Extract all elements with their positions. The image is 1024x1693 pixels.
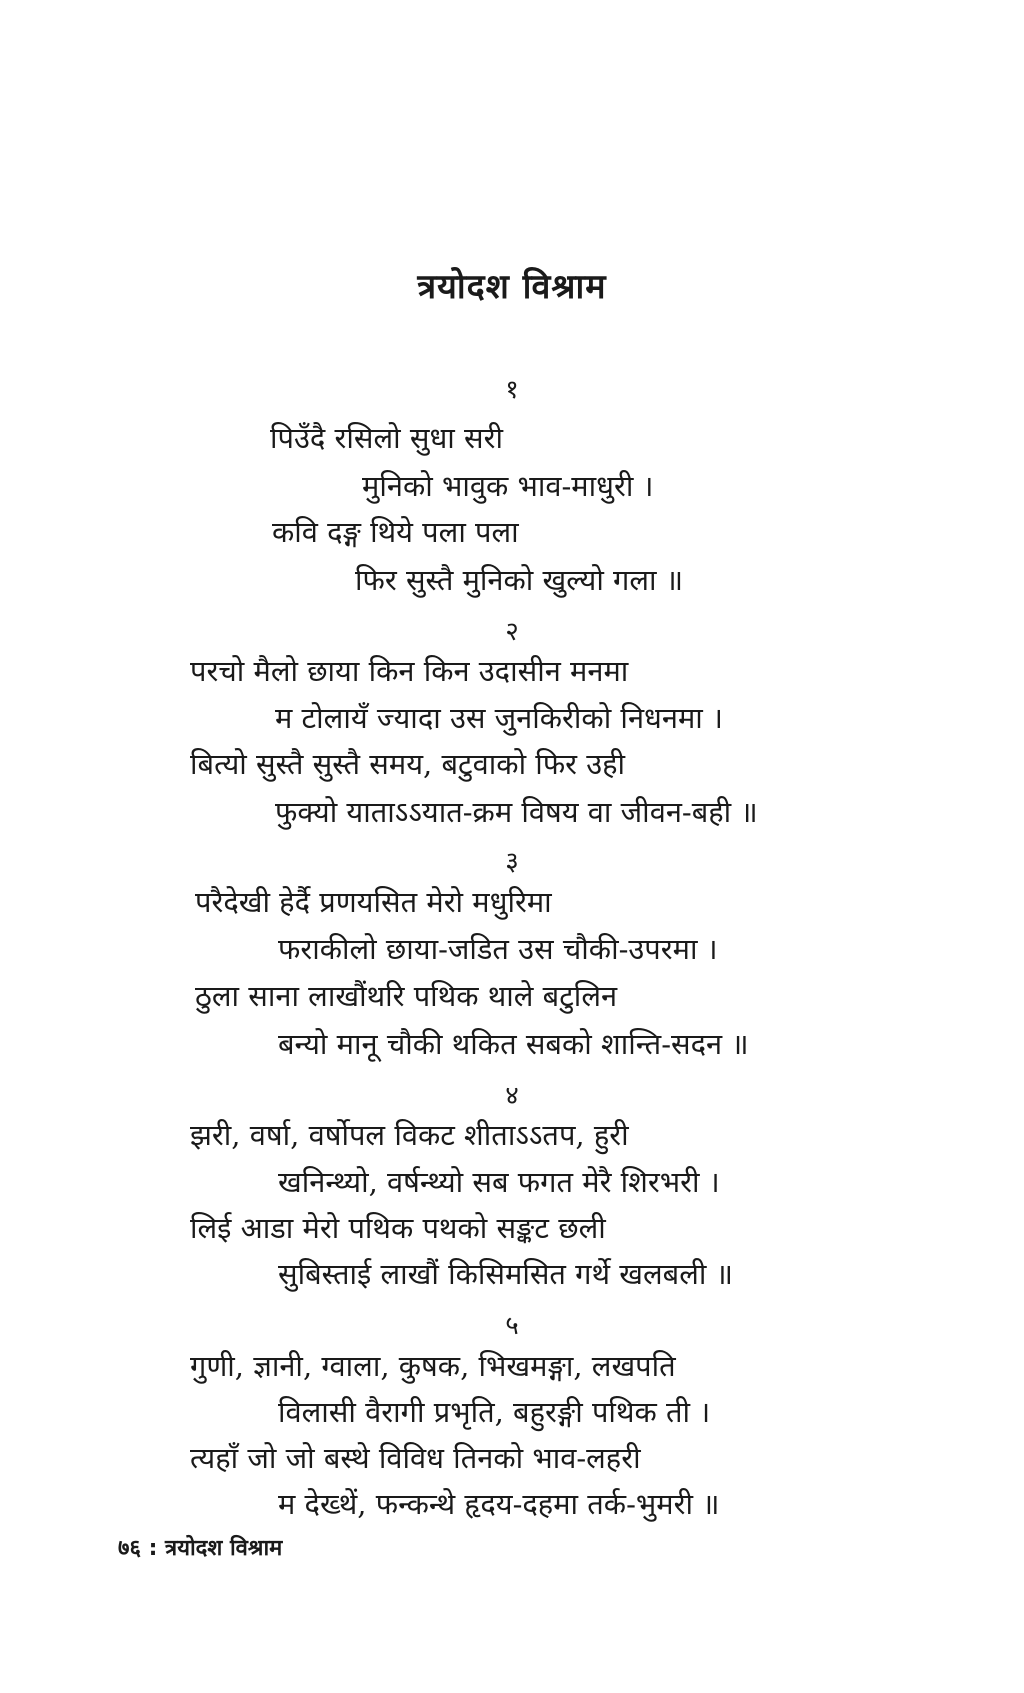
verse-line: सुबिस्ताई लाखौं किसिमसित गर्थे खलबली ॥ [278,1257,733,1291]
verse-line: म देख्थें, फन्कन्थे हृदय-दहमा तर्क-भुमरी ॥ [278,1487,720,1521]
verse-line: विलासी वैरागी प्रभृति, बहुरङ्गी पथिक ती । [278,1395,711,1429]
verse-line: झरी, वर्षा, वर्षोपल विकट शीताऽऽतप, हुरी [190,1118,629,1152]
verse-line: ठुला साना लाखौंथरि पथिक थाले बटुलिन [195,979,618,1013]
verse-line: लिई आडा मेरो पथिक पथको सङ्कट छली [190,1211,606,1245]
footer-separator: : [148,1536,158,1561]
verse-line: म टोलायँ ज्यादा उस जुनकिरीको निधनमा । [275,701,724,735]
verse-line: फुक्यो याताऽऽयात-क्रम विषय वा जीवन-बही ॥ [275,795,758,829]
verse-line: बन्यो मानू चौकी थकित सबको शान्ति-सदन ॥ [278,1027,749,1061]
verse-number: ३ [505,847,519,877]
verse-line: खनिन्थ्यो, वर्षन्थ्यो सब फगत मेरै शिरभरी । [278,1165,720,1199]
verse-line: पिउँदै रसिलो सुधा सरी [270,421,504,455]
verse-line: त्यहाँ जो जो बस्थे विविध तिनको भाव-लहरी [190,1441,641,1475]
verse-line: कवि दङ्ग थिये पला पला [272,515,519,549]
verse-number: ४ [505,1081,519,1111]
chapter-title: त्रयोदश विश्राम [417,267,607,307]
verse-line: फिर सुस्तै मुनिको खुल्यो गला ॥ [355,563,684,597]
page-number: ७६ [118,1536,141,1561]
verse-line: मुनिको भावुक भाव-माधुरी । [362,469,654,503]
verse-line: फराकीलो छाया-जडित उस चौकी-उपरमा । [278,932,718,966]
verse-line: बित्यो सुस्तै सुस्तै समय, बटुवाको फिर उही [190,747,626,781]
running-title: त्रयोदश विश्राम [165,1536,283,1561]
verse-number: १ [505,375,519,405]
page-footer [118,1532,282,1562]
verse-line: परैदेखी हेर्दै प्रणयसित मेरो मधुरिमा [195,885,552,919]
verse-number: २ [505,617,519,647]
verse-line: गुणी, ज्ञानी, ग्वाला, कुषक, भिखमङ्गा, लखपति [190,1349,676,1383]
verse-line: परचो मैलो छाया किन किन उदासीन मनमा [190,654,629,688]
verse-number: ५ [505,1311,519,1341]
